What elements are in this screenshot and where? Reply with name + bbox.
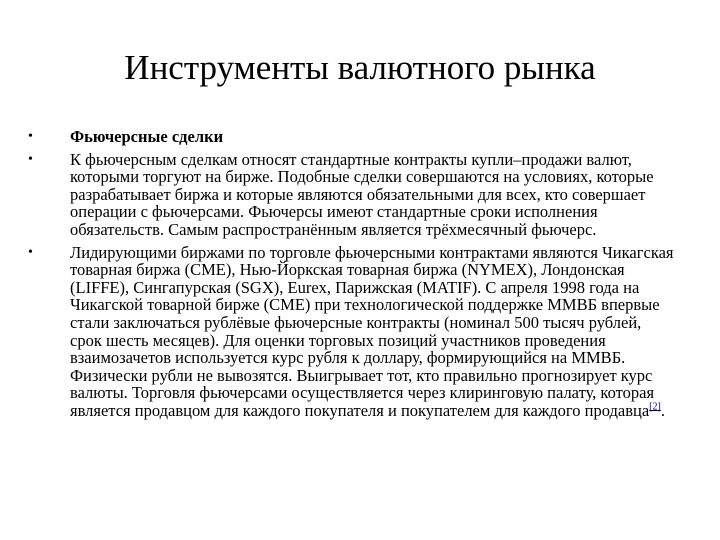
bullet-icon: • <box>28 244 33 260</box>
list-item <box>26 244 676 420</box>
item-trailing: . <box>660 400 665 420</box>
reference-link[interactable]: [2] <box>649 401 661 413</box>
bullet-icon: • <box>28 151 33 167</box>
item-text: Лидирующими биржами по торговле фьючерсными контрактами являются Чикагская товарная биржа (CME), Нью-Йоркская товарная биржа (NYMEX), Лондонская (LIFFE), Сингапурская (SGX), Eurex, Парижская (MATIF). С апреля 1998 года на Чикагской товарной бирже (CME) при технологической поддержке ММВБ впервые стали заключаться рублёвые фьючерсные контракты (номинал 500 тысяч рублей, срок шесть месяцев). Для оценки торговых позиций участников проведения взаимозачетов используется курс рубля к доллару, формирующийся на ММВБ. Физически рубли не вывозятся. Выигрывает тот, кто правильно прогнозирует курс валюты. Торговля фьючерсами осуществляется через клиринговую палату, которая является продавцом для каждого покупателя и покупателем для каждого продавца <box>70 242 674 420</box>
bullet-icon: • <box>28 129 33 144</box>
slide-title: Инструменты валютного рынка <box>124 48 596 87</box>
list-item <box>26 128 676 146</box>
item-text: К фьючерсным сделкам относят стандартные контракты купли–продажи валют, которыми торгуют на бирже. Подобные сделки совершаются на условиях, которые разрабатывает биржа и которые являются обязательными для всех, кто совершает операции с фьючерсами. Фьючерсы имеют стандартные сроки исполнения обязательств. Самым распространённым является трёхмесячный фьючерс. <box>70 149 654 239</box>
bullet-list <box>26 128 676 425</box>
item-heading: Фьючерсные сделки <box>70 127 224 146</box>
list-item <box>26 151 676 239</box>
